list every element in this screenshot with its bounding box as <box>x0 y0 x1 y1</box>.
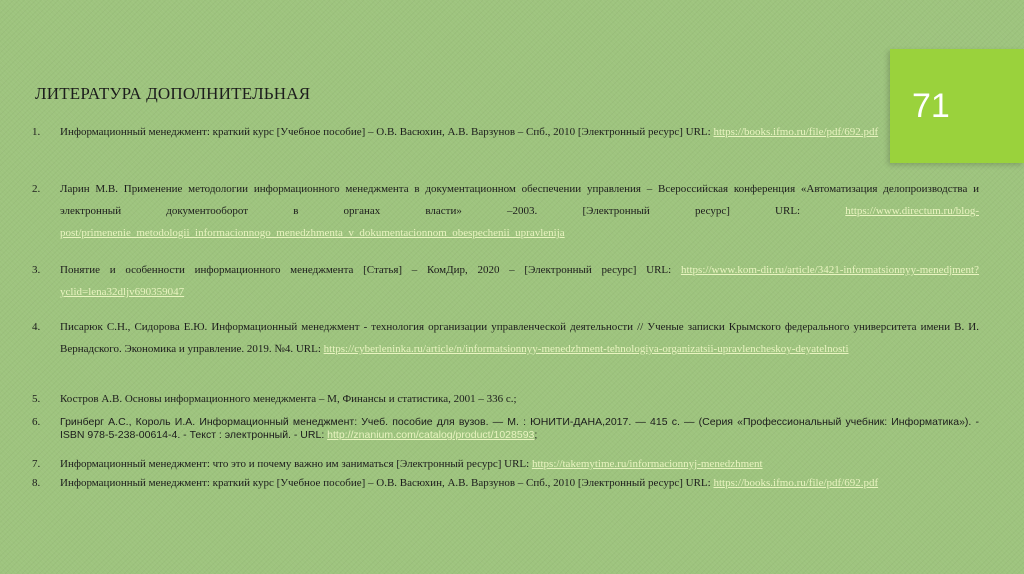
page-title: ЛИТЕРАТУРА ДОПОЛНИТЕЛЬНАЯ <box>35 84 311 103</box>
slide-number: 71 <box>912 87 950 125</box>
reference-item-4 <box>32 316 979 360</box>
reference-number: 8. <box>32 477 41 489</box>
reference-link[interactable]: https://books.ifmo.ru/file/pdf/692.pdf <box>713 477 879 489</box>
reference-text: Ларин М.В. Применение методологии информационного менеджмента в документационном обеспечении управления – Всероссийская конференция «Автоматизация делопроизводства и электронный документооборот в органах власти» –2003. [Электронный ресурс] URL: <box>60 183 979 217</box>
reference-item-3 <box>32 259 979 303</box>
reference-text: Информационный менеджмент: краткий курс [Учебное пособие] – О.В. Васюхин, А.В. Варзунов – Спб., 2010 [Электронный ресурс] URL: <box>60 477 714 489</box>
reference-text: Гринберг А.С., Король И.А. Информационный менеджмент: Учеб. пособие для вузов. — М. : ЮНИТИ-ДАНА,2017. — 415 с. — (Серия «Профессиональный учебник: Информатика»). - ISBN 978-5-238-00614-4. - Текст : электронный. - URL: <box>60 416 979 441</box>
slide-number-badge <box>890 49 1024 163</box>
reference-text: Писарюк С.Н., Сидорова Е.Ю. Информационный менеджмент - технология организации управленческой деятельности // Ученые записки Крымского федерального университета имени В. И. Вернадского. Экономика и управление. 2019. №4. URL: <box>60 321 979 355</box>
reference-link[interactable]: https://cyberleninka.ru/article/n/informatsionnyy-menedzhment-tehnologiya-organizatsii-upravlencheskoy-deyatelnosti <box>323 343 849 355</box>
reference-number: 1. <box>32 126 41 138</box>
reference-number: 4. <box>32 321 41 333</box>
reference-number: 5. <box>32 393 41 405</box>
reference-item-2 <box>32 178 979 244</box>
reference-number: 2. <box>32 183 41 195</box>
reference-link[interactable]: https://books.ifmo.ru/file/pdf/692.pdf <box>713 126 879 138</box>
reference-text: Понятие и особенности информационного менеджмента [Статья] – КомДир, 2020 – [Электронный ресурс] URL: <box>60 264 681 276</box>
reference-suffix: ; <box>534 429 538 441</box>
reference-text: Информационный менеджмент: что это и почему важно им заниматься [Электронный ресурс] URL: <box>60 458 532 470</box>
reference-item-5 <box>32 388 979 410</box>
reference-item-1 <box>32 121 979 143</box>
reference-link[interactable]: https://takemytime.ru/informacionnyj-menedzhment <box>531 458 763 470</box>
reference-text: Информационный менеджмент: краткий курс [Учебное пособие] – О.В. Васюхин, А.В. Варзунов – Спб., 2010 [Электронный ресурс] URL: <box>60 126 714 138</box>
reference-item-8 <box>32 472 979 494</box>
reference-number: 3. <box>32 264 41 276</box>
reference-text: Костров А.В. Основы информационного менеджмента – М, Финансы и статистика, 2001 – 336 с.; <box>60 393 517 405</box>
reference-number: 7. <box>32 458 41 470</box>
reference-number: 6. <box>32 416 41 428</box>
reference-link[interactable]: https://www.kom-dir.ru/article/3421-informatsionnyy-menedjment?yclid=lena32dljv690359047 <box>60 264 979 298</box>
reference-item-6 <box>32 416 979 442</box>
reference-link[interactable]: https://www.directum.ru/blog-post/primenenie_metodologii_informacionnogo_menedzhmenta_v_dokumentacionnom_obespechenii_upravlenija <box>60 205 979 239</box>
reference-link[interactable]: http://znanium.com/catalog/product/1028593 <box>327 429 535 441</box>
